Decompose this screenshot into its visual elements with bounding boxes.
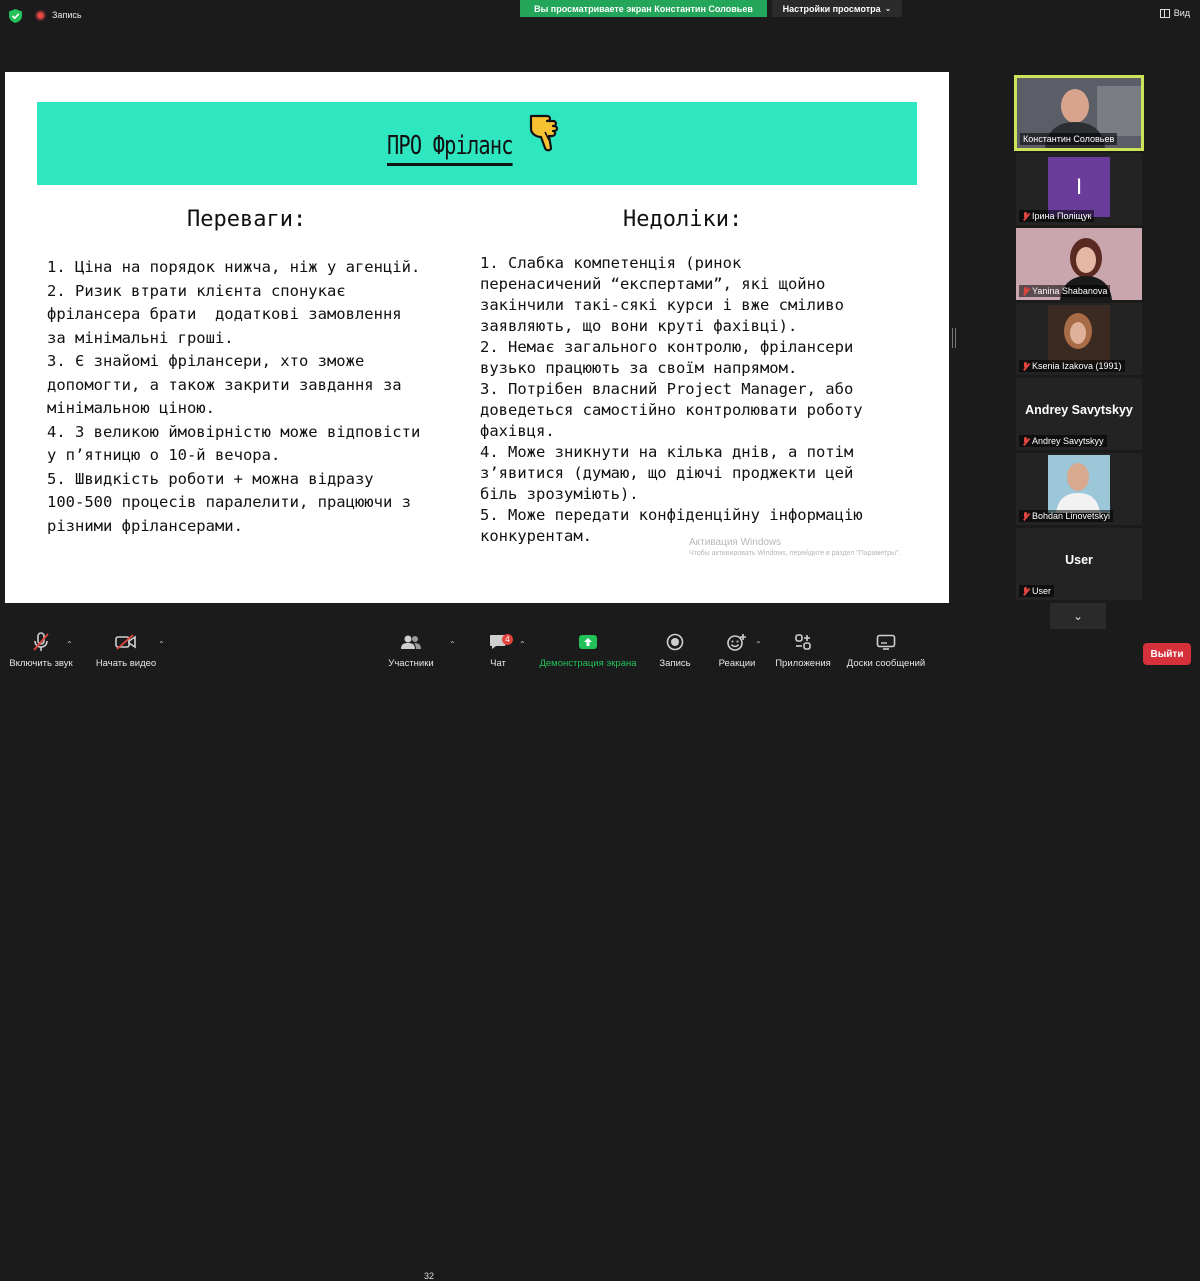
record-icon [666, 633, 684, 651]
viewing-screen-banner: Вы просматриваете экран Константин Соловьев [520, 0, 767, 17]
list-item: 4. З великою ймовірністю може відповісти у п’ятницю о 10-й вечора. [47, 422, 421, 464]
mic-muted-icon [1022, 512, 1029, 521]
slide-header-banner [37, 102, 917, 185]
top-bar [0, 0, 1200, 30]
view-button-label: Вид [1173, 8, 1190, 18]
participants-icon [400, 634, 422, 650]
participant-name: Константин Соловьев [1020, 133, 1117, 145]
chevron-up-icon[interactable]: ⌃ [158, 640, 165, 649]
participant-tile[interactable] [1016, 378, 1142, 450]
chevron-up-icon[interactable]: ⌃ [755, 640, 762, 649]
shield-icon[interactable] [9, 9, 22, 23]
reactions-icon-wrap [727, 630, 747, 654]
participant-name: User [1032, 586, 1052, 596]
chat-button[interactable] [483, 630, 513, 675]
record-button[interactable] [656, 630, 694, 675]
participant-tile-active[interactable] [1014, 75, 1144, 151]
unmute-label: Включить звук [9, 658, 73, 669]
meeting-toolbar [0, 630, 1200, 1281]
list-item: 4. Може зникнути на кілька днів, а потім з’явитися (думаю, що діючі проджекти цей біль зрозуміють). [480, 443, 854, 503]
participant-tile[interactable] [1016, 153, 1142, 225]
mic-muted-icon [1022, 587, 1029, 596]
apps-icon [794, 633, 812, 651]
leave-meeting-button[interactable]: Выйти [1143, 643, 1191, 665]
chevron-down-icon: ⌄ [884, 4, 892, 13]
view-settings-label: Настройки просмотра [782, 3, 881, 14]
chat-badge: 4 [502, 634, 513, 645]
windows-activation-title: Активация Windows [689, 537, 782, 548]
participants-label: Участники [388, 658, 434, 669]
record-label[interactable]: Запись [52, 10, 82, 20]
whiteboard-icon [876, 634, 896, 650]
disadvantages-title: Недоліки: [623, 207, 743, 232]
camera-icon-wrap [115, 630, 137, 654]
whiteboard-icon-wrap [876, 630, 896, 654]
chat-icon-wrap [489, 630, 510, 654]
chevron-up-icon[interactable]: ⌃ [519, 640, 526, 649]
list-item: 2. Немає загального контролю, фрілансери вузько працюють за своїм напрямом. [480, 338, 854, 377]
scroll-participants-down-button[interactable] [1050, 603, 1106, 629]
list-item: 5. Швидкість роботи + можна відразу 100-500 процесів паралелити, працюючи з різними фрілансерами. [47, 469, 411, 535]
participant-name-row [1019, 435, 1107, 447]
advantages-title: Переваги: [187, 207, 307, 232]
participant-name-row [1019, 285, 1110, 297]
participant-tile[interactable] [1016, 303, 1142, 375]
share-icon-wrap [578, 630, 598, 654]
whiteboards-label: Доски сообщений [846, 658, 926, 669]
windows-activation-watermark [689, 537, 900, 557]
split-view-handle[interactable] [952, 328, 956, 348]
participant-tile[interactable] [1016, 528, 1142, 600]
participant-big-name: User [1065, 553, 1093, 567]
participant-name-row [1019, 510, 1113, 522]
chevron-up-icon[interactable]: ⌃ [449, 640, 456, 649]
record-button-label: Запись [659, 658, 691, 669]
list-item: 3. Потрібен власний Project Manager, або доведеться самостійно контролювати роботу фахівця. [480, 380, 863, 440]
participant-name: Yanina Shabanova [1032, 286, 1108, 296]
mic-muted-icon [32, 632, 50, 652]
mic-icon-wrap [32, 630, 50, 654]
unmute-button[interactable] [7, 630, 75, 675]
start-video-button[interactable] [92, 630, 160, 675]
participants-button[interactable] [384, 630, 438, 675]
camera-off-icon [115, 634, 137, 650]
share-screen-icon [578, 634, 598, 650]
grid-icon [1160, 9, 1170, 18]
reactions-label: Реакции [718, 658, 756, 669]
share-screen-label: Демонстрация экрана [539, 658, 637, 669]
participant-name-row [1019, 585, 1054, 597]
mic-muted-icon [1022, 362, 1029, 371]
view-settings-button[interactable] [772, 0, 902, 17]
whiteboards-button[interactable] [843, 630, 929, 675]
disadvantages-list [480, 253, 910, 547]
list-item: 3. Є знайомі фрілансери, хто зможе допомогти, а також закрити завдання за мінімальною ціною. [47, 352, 402, 417]
participant-tile[interactable] [1016, 228, 1142, 300]
smile-plus-icon [727, 633, 747, 651]
mic-muted-icon [1022, 287, 1029, 296]
participant-name: Ksenia Izakova (1991) [1032, 361, 1122, 371]
participant-tile[interactable] [1016, 453, 1142, 525]
shared-screen [5, 72, 949, 603]
mic-muted-icon [1022, 212, 1029, 221]
participants-count: 32 [424, 1271, 435, 1281]
advantages-list [47, 256, 467, 538]
participant-name: Bohdan Linovetskyi [1032, 511, 1111, 521]
apps-icon-wrap [794, 630, 812, 654]
apps-label: Приложения [775, 658, 831, 669]
participants-icon-wrap [400, 630, 422, 654]
record-dot-icon [35, 10, 46, 21]
list-item: 5. Може передати конфіденційну інформацію конкурентам. [480, 506, 863, 545]
start-video-label: Начать видео [95, 658, 157, 669]
view-button[interactable] [1160, 8, 1190, 18]
chat-label: Чат [490, 658, 506, 669]
list-item: 1. Ціна на порядок нижча, ніж у агенцій. [47, 258, 421, 276]
mic-muted-icon [1022, 437, 1029, 446]
list-item: 1. Слабка компетенція (ринок перенасичений “експертами”, які щойно закінчили такі-сякі курси і вже сміливо заявляють, що вони круті фахівці). [480, 254, 844, 335]
participant-big-name: Andrey Savytskyy [1025, 403, 1133, 417]
share-screen-button[interactable] [538, 630, 638, 675]
chevron-up-icon[interactable]: ⌃ [66, 640, 73, 649]
apps-button[interactable] [772, 630, 834, 675]
participant-name-row [1019, 210, 1094, 222]
list-item: 2. Ризик втрати клієнта спонукає фрілансера брати додаткові замовлення за мінімальні гроші. [47, 281, 402, 347]
brand-title: ПРО Фріланс [387, 131, 513, 166]
pointing-hand-icon [527, 112, 563, 152]
avatar: І [1048, 157, 1110, 217]
participant-name: Andrey Savytskyy [1032, 436, 1104, 446]
record-icon-wrap [666, 630, 684, 654]
chevron-down-icon: ⌄ [1072, 609, 1084, 623]
brand-logo [387, 118, 548, 166]
participant-name: Ірина Поліщук [1032, 211, 1092, 221]
windows-activation-text: Чтобы активировать Windows, перейдите в раздел "Параметры". [689, 550, 901, 557]
participant-name-row [1019, 360, 1125, 372]
reactions-button[interactable] [714, 630, 760, 675]
